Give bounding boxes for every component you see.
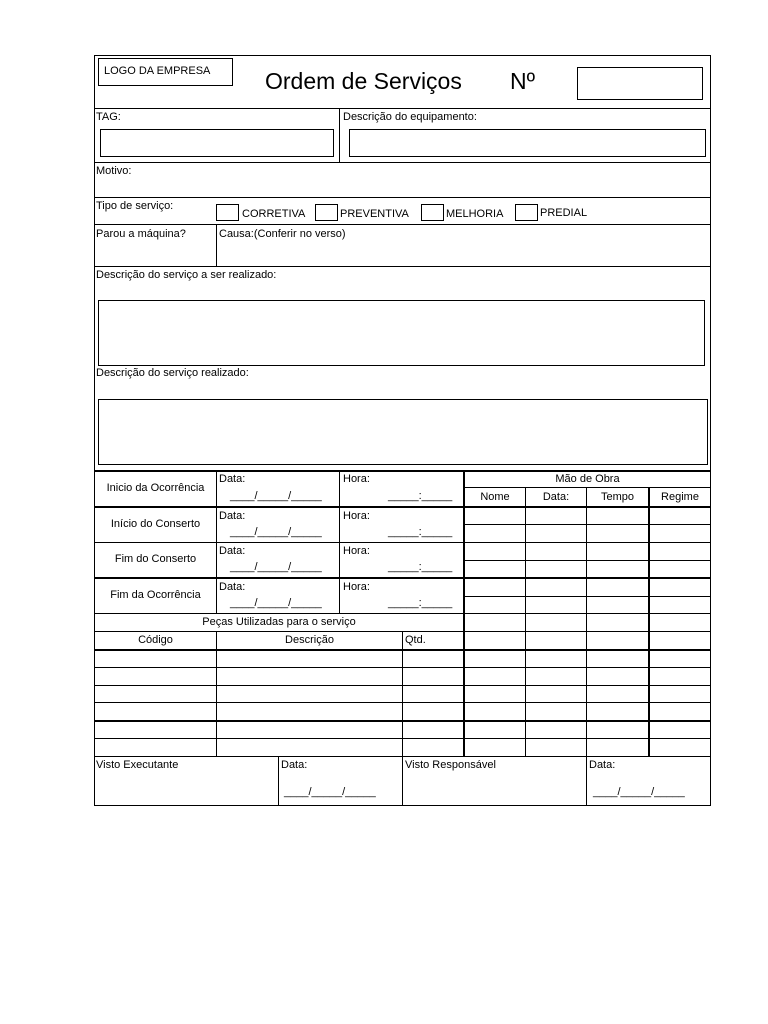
event-label: Inicio da Ocorrência xyxy=(106,482,205,494)
hour-input[interactable]: _____:_____ xyxy=(388,597,453,609)
time-row-line-2 xyxy=(94,542,711,543)
executor-date-label: Data: xyxy=(281,759,308,771)
time-col-line-2 xyxy=(339,470,340,614)
tag-input[interactable] xyxy=(100,129,334,157)
preventiva-checkbox[interactable] xyxy=(315,204,338,221)
labor-col-line-3 xyxy=(648,487,650,756)
hour-input[interactable]: _____:_____ xyxy=(388,490,453,502)
divider-machine xyxy=(94,266,711,267)
order-number-field[interactable] xyxy=(577,67,703,100)
sig-col-line-2 xyxy=(402,756,403,806)
parts-col-qtd: Qtd. xyxy=(405,634,426,646)
company-logo-label: LOGO DA EMPRESA xyxy=(104,65,211,77)
parts-row-line xyxy=(94,667,711,668)
tag-label: TAG: xyxy=(96,111,121,123)
responsible-signature-label: Visto Responsável xyxy=(405,759,496,771)
executor-date-input[interactable]: ____/_____/_____ xyxy=(284,786,376,798)
form-border-right xyxy=(710,55,711,806)
time-col-line-3 xyxy=(463,470,465,756)
sig-col-line-3 xyxy=(586,756,587,806)
labor-col-line-2 xyxy=(586,487,587,756)
time-row-line-4 xyxy=(94,613,711,614)
hour-label: Hora: xyxy=(343,581,370,593)
date-input[interactable]: ____/_____/_____ xyxy=(230,526,322,538)
divider-motivo xyxy=(94,197,711,198)
service-type-label: Tipo de serviço: xyxy=(96,200,174,212)
service-done-field[interactable] xyxy=(98,399,708,465)
hour-label: Hora: xyxy=(343,473,370,485)
parts-row-line xyxy=(94,685,711,686)
form-border-top xyxy=(94,55,711,56)
parts-row-line xyxy=(94,720,711,722)
labor-row-line-a xyxy=(464,524,711,525)
page-title: Ordem de Serviços xyxy=(265,68,462,94)
equipment-input[interactable] xyxy=(349,129,706,157)
executor-signature-label: Visto Executante xyxy=(96,759,179,771)
sig-col-line-1 xyxy=(278,756,279,806)
time-row-line-1 xyxy=(94,506,711,508)
date-label: Data: xyxy=(219,581,246,593)
labor-row-line-b xyxy=(464,560,711,561)
cause-label: Causa:(Conferir no verso) xyxy=(219,228,346,240)
time-col-line-1 xyxy=(216,470,217,614)
order-number-label: Nº xyxy=(510,68,536,94)
equipment-label: Descrição do equipamento: xyxy=(343,111,477,123)
parts-col-descricao: Descrição xyxy=(285,634,334,646)
event-label: Fim do Conserto xyxy=(114,553,197,565)
predial-checkbox[interactable] xyxy=(515,204,538,221)
hour-label: Hora: xyxy=(343,510,370,522)
event-label: Fim da Ocorrência xyxy=(110,589,201,601)
service-to-do-label: Descrição do serviço a ser realizado: xyxy=(96,269,277,281)
responsible-date-label: Data: xyxy=(589,759,616,771)
labor-col-nome: Nome xyxy=(480,491,510,503)
service-done-label: Descrição do serviço realizado: xyxy=(96,367,249,379)
date-input[interactable]: ____/_____/_____ xyxy=(230,561,322,573)
labor-row-line-c xyxy=(464,596,711,597)
date-label: Data: xyxy=(219,473,246,485)
hour-label: Hora: xyxy=(343,545,370,557)
labor-title-line xyxy=(464,487,711,488)
melhoria-label: MELHORIA xyxy=(446,208,504,220)
date-input[interactable]: ____/_____/_____ xyxy=(230,597,322,609)
divider-header xyxy=(94,108,711,109)
corretiva-checkbox[interactable] xyxy=(216,204,239,221)
date-label: Data: xyxy=(219,545,246,557)
time-row-line-3 xyxy=(94,577,711,579)
divider-tag-equipment xyxy=(339,108,340,162)
responsible-date-input[interactable]: ____/_____/_____ xyxy=(593,786,685,798)
machine-stopped-label: Parou a máquina? xyxy=(96,228,186,240)
divider-time-top xyxy=(94,470,711,472)
parts-title: Peças Utilizadas para o serviço xyxy=(202,616,356,628)
hour-input[interactable]: _____:_____ xyxy=(388,526,453,538)
labor-col-tempo: Tempo xyxy=(600,491,635,503)
divider-machine-cause xyxy=(216,224,217,266)
event-label: Início do Conserto xyxy=(110,518,201,530)
labor-col-regime: Regime xyxy=(661,491,699,503)
service-to-do-field[interactable] xyxy=(98,300,705,366)
form-border-left xyxy=(94,55,95,806)
labor-col-data: Data: xyxy=(542,491,570,503)
date-label: Data: xyxy=(219,510,246,522)
preventiva-label: PREVENTIVA xyxy=(340,208,409,220)
divider-service-type xyxy=(94,224,711,225)
parts-col-codigo: Código xyxy=(138,634,173,646)
labor-col-line-1 xyxy=(525,487,526,756)
labor-title: Mão de Obra xyxy=(555,473,620,485)
melhoria-checkbox[interactable] xyxy=(421,204,444,221)
motivo-label: Motivo: xyxy=(96,165,132,177)
divider-tag xyxy=(94,162,711,163)
corretiva-label: CORRETIVA xyxy=(242,208,306,220)
hour-input[interactable]: _____:_____ xyxy=(388,561,453,573)
predial-label: PREDIAL xyxy=(540,207,588,219)
parts-row-line xyxy=(94,702,711,703)
date-input[interactable]: ____/_____/_____ xyxy=(230,490,322,502)
parts-row-line xyxy=(94,738,711,739)
